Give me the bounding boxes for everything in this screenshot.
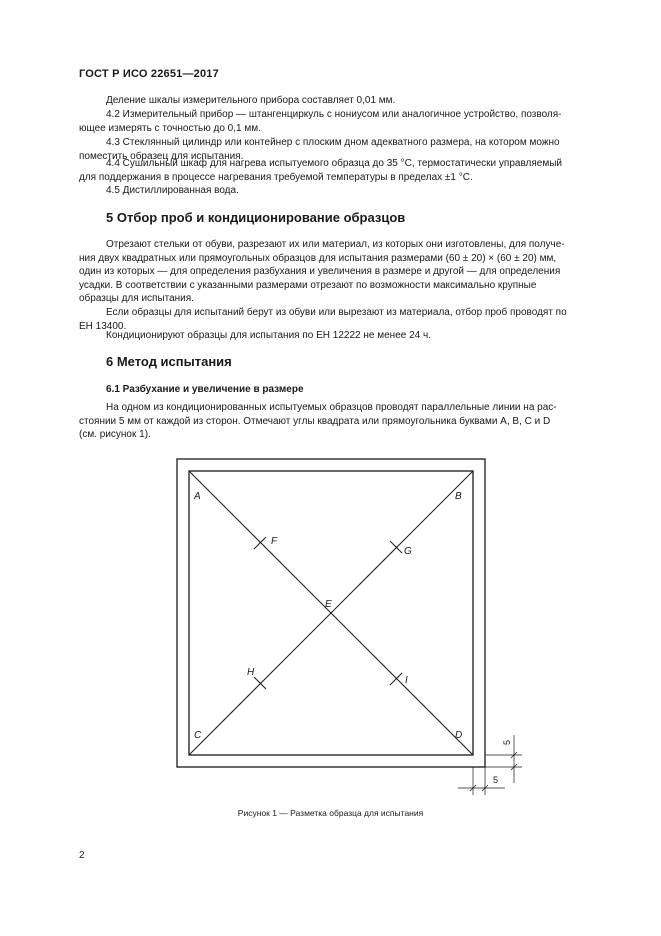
- paragraph-4-3: 4.3 Стеклянный цилиндр или контейнер с плоским дном адекватного размера, на котором можно поместить образец для испытания.: [79, 137, 560, 162]
- page-number: 2: [79, 850, 85, 861]
- label-c: C: [194, 730, 202, 741]
- label-f: F: [271, 536, 278, 547]
- tick-f: [254, 537, 266, 549]
- section-5-heading: 5 Отбор проб и кондиционирование образцов: [106, 210, 406, 225]
- document-header: ГОСТ Р ИСО 22651—2017: [79, 68, 219, 80]
- tick-g: [390, 541, 402, 553]
- label-b: B: [455, 491, 462, 502]
- paragraph-4-2: 4.2 Измерительный прибор — штангенциркуль с нониусом или аналогичное устройство, позволя- ющее измерять с точностью до 0,1 мм.: [79, 109, 562, 134]
- figure-caption: Рисунок 1 — Разметка образца для испытания: [237, 808, 424, 818]
- label-d: D: [455, 730, 463, 741]
- paragraph-5-3: Кондиционируют образцы для испытания по ЕН 12222 не менее 24 ч.: [106, 330, 431, 341]
- paragraph-4-5: 4.5 Дистиллированная вода.: [106, 185, 239, 196]
- paragraph-4-4: 4.4 Сушильный шкаф для нагрева испытуемого образца до 35 °С, термостатически управляемый для поддержания в процессе нагревания требуемой температуры в пределах ±1 °С.: [79, 158, 563, 183]
- label-g: G: [404, 546, 412, 557]
- label-i: I: [405, 675, 408, 686]
- dim-label-horizontal: 5: [493, 775, 499, 785]
- tick-i: [390, 673, 402, 685]
- paragraph-6-1: На одном из кондиционированных испытуемых образцов проводят параллельные линии на рас- стоянии 5 мм от каждой из сторон. Отмечают углы квадрата или прямоугольника буквами A, B, C и D (см. рисунок 1).: [79, 402, 557, 441]
- section-6-heading: 6 Метод испытания: [106, 354, 232, 369]
- label-a: A: [194, 491, 201, 502]
- paragraph-5-2: Если образцы для испытаний берут из обуви или вырезают из материала, отбор проб проводят по ЕН 13400.: [79, 307, 567, 332]
- label-e: E: [325, 599, 332, 610]
- paragraph-5-1: Отрезают стельки от обуви, разрезают их или материал, из которых они изготовлены, для получе- ния двух квадратных или прямоугольных образцов для испытания размерами (60 ± 20) × (60 ± 20) мм, один из которых — для определения разбухания и увеличения в размере и другой — для определения усадки. В соответствии с указанными размерами отрезают по возможности максимально крупные образцы для испытания.: [79, 239, 565, 305]
- section-6-1-heading: 6.1 Разбухание и увеличение в размере: [106, 384, 304, 395]
- label-h: H: [247, 667, 255, 678]
- tick-h: [254, 677, 266, 689]
- dim-label-vertical: 5: [502, 739, 512, 745]
- paragraph-4-1-cont: Деление шкалы измерительного прибора составляет 0,01 мм.: [106, 95, 396, 106]
